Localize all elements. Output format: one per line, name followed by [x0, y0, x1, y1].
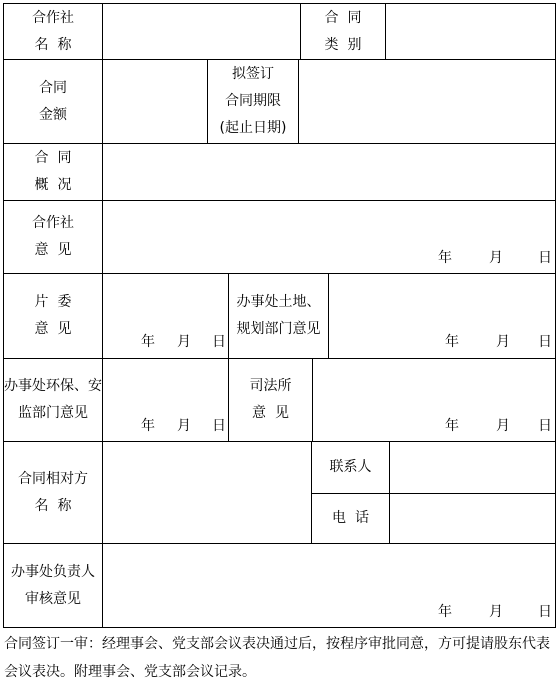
- counterparty-name-field[interactable]: [103, 442, 311, 543]
- district-opinion-date: [141, 332, 227, 352]
- office-head-opinion-date: [438, 602, 554, 622]
- contract-overview-label: [4, 144, 102, 200]
- day-label: 日: [538, 604, 552, 620]
- office-head-opinion-label: [4, 544, 102, 627]
- label-line: 合作社: [32, 215, 74, 231]
- cooperative-name-field[interactable]: [103, 4, 300, 59]
- border-line: [555, 3, 556, 628]
- label-line: 合 同: [34, 150, 72, 166]
- label-line: 办事处环保、安: [4, 378, 102, 394]
- month-label: 月: [177, 418, 191, 434]
- cooperative-opinion-label: [4, 201, 102, 273]
- year-label: 年: [438, 250, 452, 266]
- label-line: (起止日期): [219, 120, 287, 136]
- year-label: 年: [141, 418, 155, 434]
- label-line: 片 委: [34, 294, 72, 310]
- label-line: 办事处土地、: [236, 294, 321, 310]
- contact-person-field[interactable]: [390, 442, 555, 493]
- label-line: 概 况: [34, 177, 72, 193]
- contract-type-field[interactable]: [386, 4, 555, 59]
- district-opinion-label: [4, 274, 102, 358]
- contract-period-field[interactable]: [299, 60, 555, 143]
- cooperative-opinion-date: [438, 248, 554, 268]
- month-label: 月: [489, 250, 503, 266]
- land-planning-opinion-label: [229, 274, 328, 358]
- label-line: 意 见: [252, 405, 289, 421]
- cooperative-name-label: [4, 4, 102, 59]
- label-line: 审核意见: [25, 590, 81, 607]
- month-label: 月: [489, 604, 503, 620]
- year-label: 年: [445, 418, 459, 434]
- label-line: 合同相对方: [18, 470, 88, 487]
- label-line: 名 称: [34, 497, 72, 514]
- day-label: 日: [538, 334, 552, 350]
- year-label: 年: [445, 334, 459, 350]
- contract-period-label: [208, 60, 298, 143]
- label-line: 电 话: [332, 510, 369, 526]
- contract-amount-label: [4, 60, 102, 143]
- day-label: 日: [212, 334, 226, 350]
- label-line: 名 称: [34, 36, 72, 53]
- label-line: 监部门意见: [18, 405, 88, 421]
- contract-type-label: [301, 4, 385, 59]
- month-label: 月: [177, 334, 191, 350]
- label-line: 意 见: [34, 242, 72, 258]
- month-label: 月: [496, 334, 510, 350]
- day-label: 日: [538, 418, 552, 434]
- label-line: 合作社: [32, 9, 74, 26]
- footnote: 合同签订一审：经理事会、党支部会议表决通过后，按程序审批同意，方可提请股东代表会议表决。附理事会、党支部会议记录。: [4, 636, 550, 680]
- judicial-opinion-date: [445, 416, 554, 436]
- label-line: 合同期限: [225, 93, 281, 109]
- counterparty-name-label: [4, 442, 102, 543]
- env-safety-opinion-date: [141, 416, 227, 436]
- year-label: 年: [141, 334, 155, 350]
- label-line: 拟签订: [232, 66, 274, 82]
- label-line: 意 见: [34, 321, 72, 337]
- contract-overview-field[interactable]: [103, 144, 555, 200]
- label-line: 规划部门意见: [236, 321, 321, 337]
- label-line: 金额: [39, 106, 67, 123]
- label-line: 合同: [39, 79, 67, 96]
- label-line: 合 同: [324, 9, 362, 26]
- year-label: 年: [438, 604, 452, 620]
- contract-amount-field[interactable]: [103, 60, 207, 143]
- phone-label: [312, 494, 389, 543]
- env-safety-opinion-label: [4, 359, 102, 441]
- phone-field[interactable]: [390, 494, 555, 543]
- day-label: 日: [212, 418, 226, 434]
- label-line: 办事处负责人: [11, 563, 95, 580]
- border-line: [3, 627, 556, 628]
- judicial-opinion-label: [229, 359, 312, 441]
- label-line: 司法所: [249, 378, 292, 394]
- contact-person-label: [312, 442, 389, 493]
- label-line: 类 别: [324, 36, 362, 53]
- day-label: 日: [538, 250, 552, 266]
- land-planning-opinion-date: [445, 332, 554, 352]
- label-line: 联系人: [329, 459, 372, 475]
- month-label: 月: [496, 418, 510, 434]
